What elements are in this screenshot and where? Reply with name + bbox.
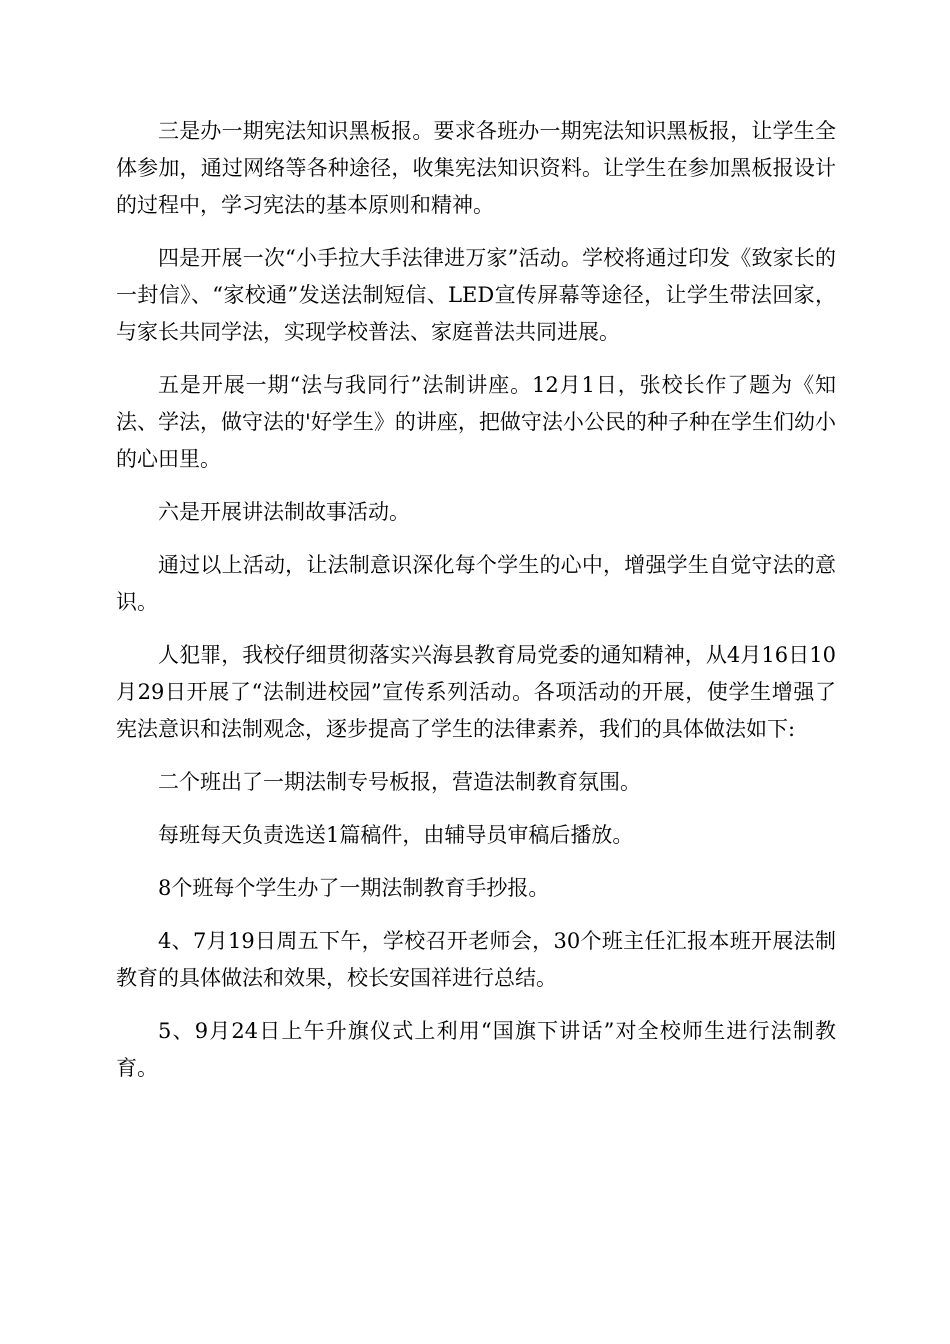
paragraph-board-issue: 二个班出了一期法制专号板报，营造法制教育氛围。 (158, 770, 641, 794)
paragraph-lecture: 五是开展一期“法与我同行”法制讲座。12月1日，张校长作了题为《知法、学法，做守法的'好学生》的讲座，把做守法小公民的种子种在学生们幼小的心田里。 (116, 373, 836, 471)
paragraph-blackboard: 三是办一期宪法知识黑板报。要求各班办一期宪法知识黑板报，让学生全体参加，通过网络等各种途径，收集宪法知识资料。让学生在参加黑板报设计的过程中，学习宪法的基本原则和精神。 (116, 119, 836, 217)
paragraph-stories: 六是开展讲法制故事活动。 (158, 500, 410, 524)
paragraph-teacher-meeting: 4、7月19日周五下午，学校召开老师会，30个班主任汇报本班开展法制教育的具体做法和效果，校长安国祥进行总结。 (116, 929, 836, 990)
document-body (116, 113, 836, 1103)
paragraph-flag-speech: 5、9月24日上午升旗仪式上利用“国旗下讲话”对全校师生进行法制教育。 (116, 1019, 836, 1080)
paragraph-manuscripts: 每班每天负责选送1篇稿件，由辅导员审稿后播放。 (158, 823, 634, 847)
paragraph-family-law: 四是开展一次“小手拉大手法律进万家”活动。学校将通过印发《致家长的一封信》、“家校通”发送法制短信、LED宣传屏幕等途径，让学生带法回家，与家长共同学法，实现学校普法、家庭普法共同进展。 (116, 246, 836, 344)
paragraph-summary: 通过以上活动，让法制意识深化每个学生的心中，增强学生自觉守法的意识。 (116, 553, 836, 614)
paragraph-campaign: 人犯罪，我校仔细贯彻落实兴海县教育局党委的通知精神，从4月16日10月29日开展了“法制进校园”宣传系列活动。各项活动的开展，使学生增强了宪法意识和法制观念，逐步提高了学生的法律素养，我们的具体做法如下: (116, 643, 836, 741)
paragraph-handwritten: 8个班每个学生办了一期法制教育手抄报。 (158, 876, 550, 900)
